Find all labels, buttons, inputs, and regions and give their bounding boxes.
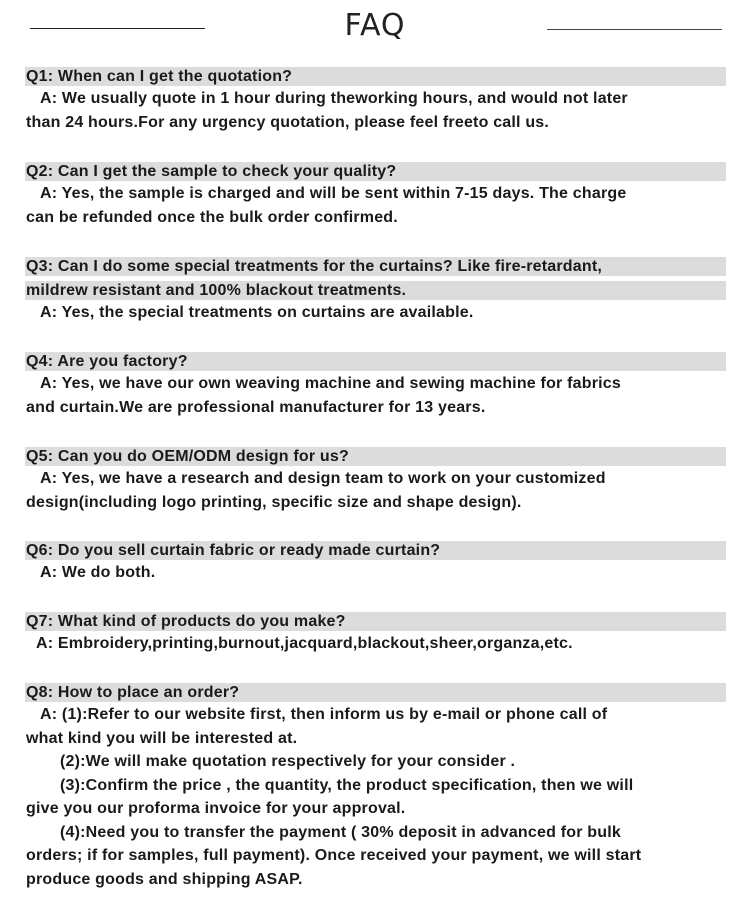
faq-item-5 [25,447,726,514]
question-4: Q4: Are you factory? [25,352,726,371]
faq-item-7 [25,612,726,656]
header-rule-right [547,29,722,30]
page-title: FAQ [344,8,406,43]
answer-1 [26,87,726,134]
answer-line: orders; if for samples, full payment). Once received your payment, we will start [26,847,642,864]
answer-line: design(including logo printing, specific size and shape design). [26,493,522,511]
answer-line: A: Yes, the sample is charged and will be sent within 7-15 days. The charge [40,185,627,202]
answer-line: give you our proforma invoice for your approval. [26,800,406,817]
answer-line: A: We do both. [40,564,156,581]
answer-line: A: We usually quote in 1 hour during theworking hours, and would not later [40,90,628,107]
answer-line: A: Yes, we have a research and design team to work on your customized [40,470,606,487]
answer-5 [26,467,726,514]
question-8: Q8: How to place an order? [25,683,726,702]
answer-line: and curtain.We are professional manufacturer for 13 years. [26,398,486,416]
faq-item-1 [25,67,726,134]
question-2: Q2: Can I get the sample to check your quality? [25,162,726,181]
question-3-line-2: mildrew resistant and 100% blackout treatments. [25,281,726,300]
answer-7 [26,632,726,656]
question-3: Q3: Can I do some special treatments for the curtains? Like fire-retardant, [25,257,726,276]
answer-line: A: Embroidery,printing,burnout,jacquard,blackout,sheer,organza,etc. [36,635,573,652]
answer-4 [26,372,726,419]
answer-line: what kind you will be interested at. [26,729,298,747]
answer-line: (3):Confirm the price , the quantity, the product specification, then we will [60,776,634,794]
faq-item-3 [25,257,726,325]
answer-line: produce goods and shipping ASAP. [26,870,303,888]
question-7: Q7: What kind of products do you make? [25,612,726,631]
faq-header [0,0,750,60]
faq-item-2 [25,162,726,229]
faq-item-8 [25,683,726,891]
answer-6 [26,561,726,585]
answer-line: (4):Need you to transfer the payment ( 30% deposit in advanced for bulk [60,823,621,841]
question-5: Q5: Can you do OEM/ODM design for us? [25,447,726,466]
answer-8 [26,703,726,891]
answer-line: (2):We will make quotation respectively for your consider . [60,753,516,770]
answer-line: than 24 hours.For any urgency quotation, please feel freeto call us. [26,113,550,131]
answer-line: A: Yes, we have our own weaving machine and sewing machine for fabrics [40,375,621,392]
faq-item-6 [25,541,726,585]
faq-item-4 [25,352,726,419]
answer-line: A: (1):Refer to our website first, then inform us by e-mail or phone call of [40,706,608,723]
question-1: Q1: When can I get the quotation? [25,67,726,86]
answer-3 [26,301,726,325]
answer-line: can be refunded once the bulk order confirmed. [26,208,398,226]
answer-2 [26,182,726,229]
answer-line: A: Yes, the special treatments on curtains are available. [40,304,474,321]
question-6: Q6: Do you sell curtain fabric or ready made curtain? [25,541,726,560]
